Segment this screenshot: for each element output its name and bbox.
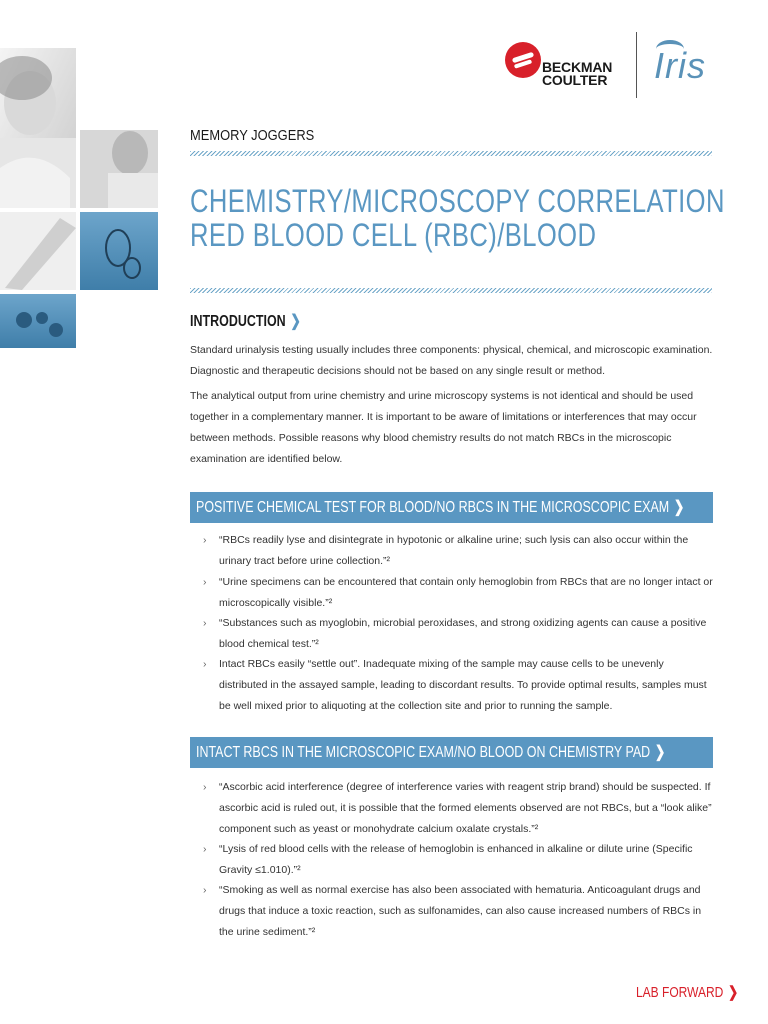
section-heading: POSITIVE CHEMICAL TEST FOR BLOOD/NO RBCS IN THE MICROSCOPIC EXAM (196, 499, 670, 516)
chevron-right-icon: ❯ (654, 744, 666, 761)
list-item: › Intact RBCs easily “settle out”. Inadequate mixing of the sample may cause cells to be unevenly distributed in the assayed sample, leading to discordant results. To provide optimal results, samples must be well mixed prior to aliquoting at the collection site and prior to running the sample. (203, 654, 713, 717)
list-item: › “Substances such as myoglobin, microbial peroxidases, and strong oxidizing agents can cause a positive blood chemical test.”² (203, 613, 713, 655)
bullet-chevron-icon: › (203, 843, 207, 855)
bullet-chevron-icon: › (203, 534, 207, 546)
iris-logo (652, 40, 732, 90)
intro-paragraph-2: The analytical output from urine chemistry and urine microscopy systems is not identical and should be used together in a complementary manner. It is important to be aware of limitations or interferences that may occur between methods. Possible reasons why blood chemistry results do not match RBCs in the microscopic examination are identified below. (190, 390, 697, 465)
logo-text-line2: COULTER (542, 72, 608, 88)
bullet-chevron-icon: › (203, 658, 207, 670)
bullet-chevron-icon: › (203, 781, 207, 793)
hatch-divider (190, 151, 712, 156)
title-line-1: CHEMISTRY/MICROSCOPY CORRELATION (190, 183, 725, 219)
list-item: › “Lysis of red blood cells with the release of hemoglobin is enhanced in alkaline or dilute urine (Specific Gravity ≤1.010).”² (203, 839, 713, 881)
intro-heading-text: INTRODUCTION (190, 313, 286, 330)
intro-heading (190, 312, 301, 332)
title-line-2: RED BLOOD CELL (RBC)/BLOOD (190, 217, 597, 253)
section-banner-positive-chemical (190, 492, 713, 523)
hatch-divider (190, 288, 712, 293)
footer-tagline (636, 983, 738, 1003)
logo-divider (636, 32, 637, 98)
kicker-label: MEMORY JOGGERS (190, 127, 315, 144)
beckman-coulter-logo (505, 38, 625, 94)
section-banner-intact-rbcs (190, 737, 713, 768)
list-item: › “Urine specimens can be encountered that contain only hemoglobin from RBCs that are no longer intact or microscopically visible.”² (203, 572, 713, 614)
chevron-right-icon: ❯ (290, 313, 301, 330)
iris-logo-text: Iris (654, 45, 706, 86)
section-heading: INTACT RBCS IN THE MICROSCOPIC EXAM/NO BLOOD ON CHEMISTRY PAD (196, 744, 651, 761)
lab-photo-collage (0, 48, 158, 348)
chevron-right-icon: ❯ (673, 499, 685, 516)
chevron-right-icon: ❯ (728, 984, 739, 1001)
footer-tagline-text: LAB FORWARD (636, 984, 724, 1001)
bullet-chevron-icon: › (203, 617, 207, 629)
logo-text-line1: BECKMAN (542, 59, 613, 75)
bullet-chevron-icon: › (203, 884, 207, 896)
list-item: › “Smoking as well as normal exercise has also been associated with hematuria. Anticoagulant drugs and drugs that induce a toxic reaction, such as sulfonamides, can also cause increased numbers of RBCs in the urine sediment.”² (203, 880, 713, 943)
beckman-coulter-emblem-icon (505, 42, 541, 78)
list-item: › “RBCs readily lyse and disintegrate in hypotonic or alkaline urine; such lysis can also occur within the urinary tract before urine collection.”² (203, 530, 713, 572)
bullet-chevron-icon: › (203, 576, 207, 588)
page-title (190, 184, 725, 252)
header-photo-mosaic (0, 48, 158, 348)
list-item: › “Ascorbic acid interference (degree of interference varies with reagent strip brand) should be suspected. If ascorbic acid is ruled out, it is possible that the formed elements observed are not RBCs, but a “look alike” component such as yeast or monohydrate calcium oxalate crystals.”² (203, 777, 713, 840)
intro-paragraph-1: Standard urinalysis testing usually includes three components: physical, chemical, and microscopic examination. Diagnostic and therapeutic decisions should not be based on any single result or method. (190, 344, 713, 377)
